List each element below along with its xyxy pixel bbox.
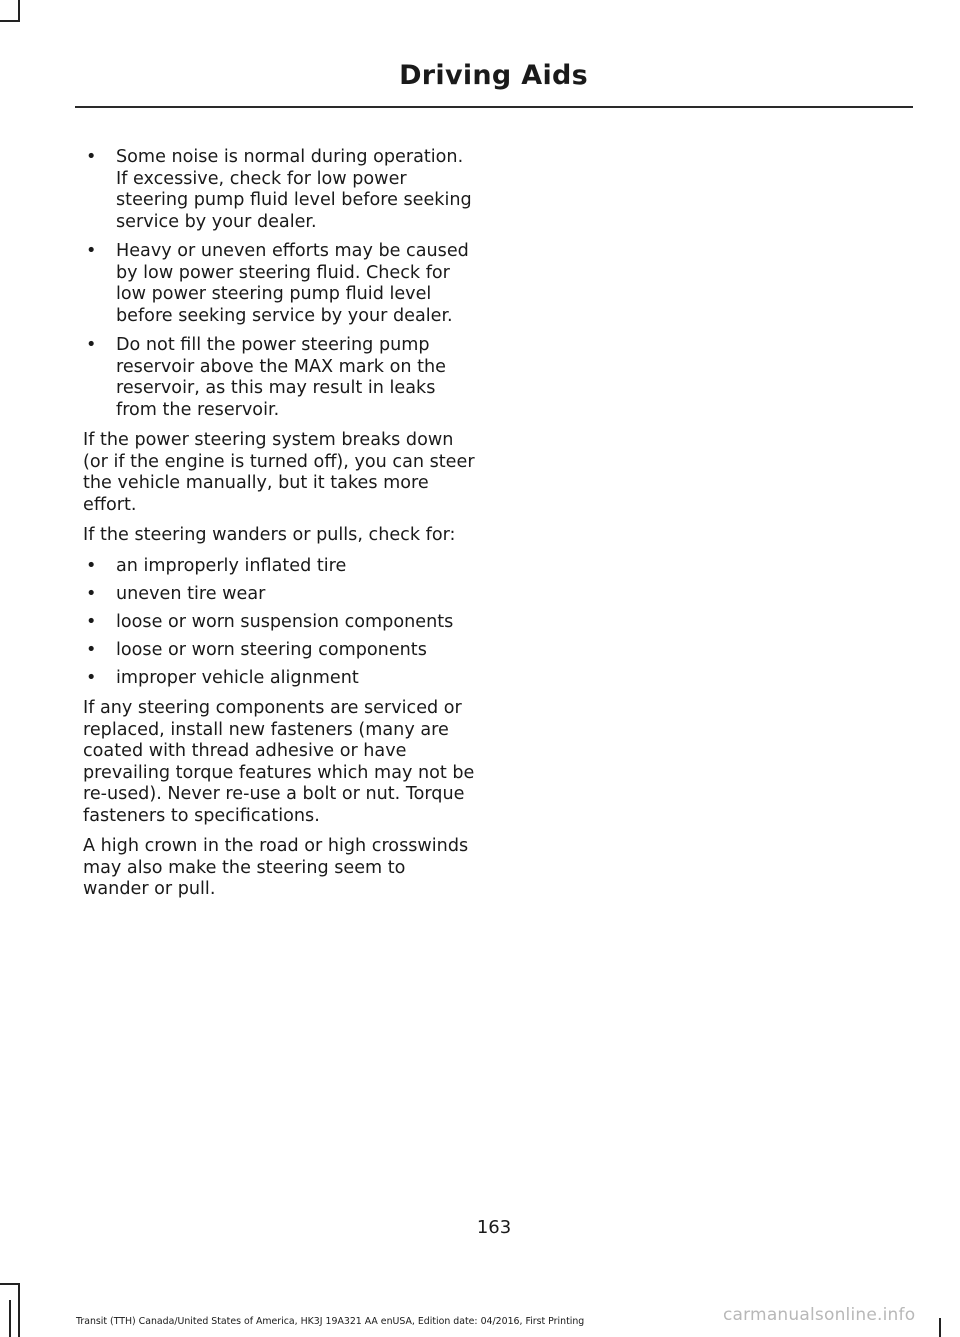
list-item-text: Do not fill the power steering pump reservoir above the MAX mark on the reservoir, as this may result in leaks from the reservoir. [116,335,446,420]
list-item [83,241,476,327]
list-item-text: Heavy or uneven efforts may be caused by low power steering fluid. Check for low power steering pump fluid level before seeking service by your dealer. [116,241,469,326]
list-item [83,612,476,634]
crop-mark-top-left-horizontal [0,20,20,22]
manual-content [83,147,476,910]
paragraph-fasteners: If any steering components are serviced or replaced, install new fasteners (many are coated with thread adhesive or have prevailing torque features which may not be re-used). Never re-use a bolt or nut. Torque fasteners to specifications. [83,698,475,826]
list-item [83,584,476,606]
list-item [83,640,476,662]
page-number: 163 [476,1217,512,1238]
list-item-text: Some noise is normal during operation. If excessive, check for low power steering pump fluid level before seeking service by your dealer. [116,147,472,232]
list-item [83,147,476,233]
crop-mark-bottom-left-vertical [18,1283,20,1337]
header-rule [75,106,913,108]
paragraph-breakdown: If the power steering system breaks down (or if the engine is turned off), you can steer the vehicle manually, but it takes more effort. [83,430,475,515]
crop-mark-top-left-vertical [18,0,20,22]
list-item-text: loose or worn steering components [116,639,427,660]
bullet-icon: • [86,335,97,355]
crop-mark-bottom-left-short [9,1300,11,1337]
bullet-icon: • [86,583,97,604]
crop-mark-bottom-left-horizontal [0,1283,20,1285]
paragraph-check-for: If the steering wanders or pulls, check for: [83,525,456,545]
footer-edition-info: Transit (TTH) Canada/United States of America, HK3J 19A321 AA enUSA, Edition date: 04/2016, First Printing [76,1316,585,1327]
bullet-icon: • [86,241,97,261]
bullet-icon: • [86,611,97,632]
list-item-text: an improperly inflated tire [116,555,347,576]
power-steering-notes-list [83,147,476,421]
list-item-text: uneven tire wear [116,583,266,604]
list-item [83,668,476,690]
list-item [83,335,476,421]
steering-check-list [83,556,476,690]
list-item [83,556,476,578]
bullet-icon: • [86,147,97,167]
watermark-text: carmanualsonline.info [723,1305,916,1325]
bullet-icon: • [86,555,97,576]
bullet-icon: • [86,667,97,688]
list-item-text: loose or worn suspension components [116,611,454,632]
list-item-text: improper vehicle alignment [116,667,359,688]
page-header-title: Driving Aids [399,60,588,91]
paragraph-road-crown: A high crown in the road or high crosswinds may also make the steering seem to wander or pull. [83,836,469,899]
bullet-icon: • [86,639,97,660]
